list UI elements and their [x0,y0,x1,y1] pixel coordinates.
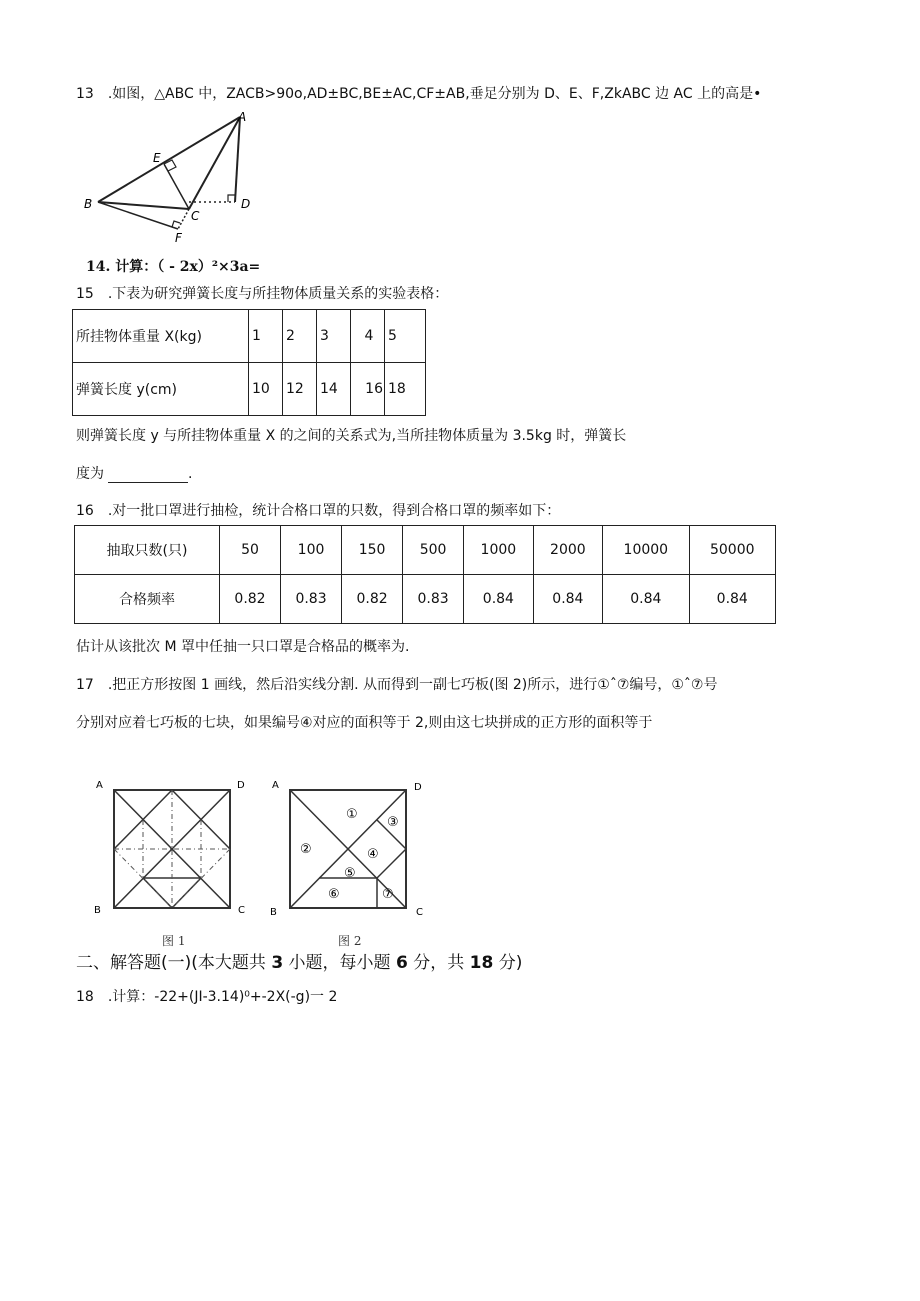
question-text: .如图，△ABC 中，ZACB>90o,AD±BC,BE±AC,CF±AB,垂足分别为 D、E、F,ZkABC 边 AC 上的高是• [107,86,762,102]
table-cell: 14 [317,363,351,416]
vertex-label: C [191,209,200,223]
question-number: 18 [76,989,94,1005]
tangram-figure-2 [266,778,436,948]
table-cell: 0.84 [533,575,603,624]
answer-blank[interactable] [108,468,188,483]
question-number: 17 [76,677,94,693]
section-heading: 二、解答题(一)(本大题共 3 小题，每小题 6 分，共 18 分) [76,953,523,973]
piece-label-3: ③ [387,815,399,830]
corner-label: D [237,780,245,791]
corner-label: D [414,782,422,793]
table-cell: 4 [351,310,385,363]
figure-1-caption: 图 1 [162,934,186,948]
corner-label: A [272,780,279,791]
table-cell: 0.82 [220,575,281,624]
row-label: 所挂物体重量 X(kg) [73,310,249,363]
vertex-label: D [241,197,251,211]
question-15-answer-line: 度为 . [76,466,193,482]
corner-label: C [416,907,423,918]
spring-table [72,309,426,416]
question-18 [76,986,337,1006]
table-cell: 150 [342,526,403,575]
table-cell: 2 [283,310,317,363]
corner-label: A [96,780,103,791]
table-cell: 0.84 [603,575,689,624]
table-cell: 0.83 [281,575,342,624]
piece-label-4: ④ [367,847,379,862]
vertex-label: A [238,110,247,124]
piece-label-6: ⑥ [328,887,340,902]
question-text: 14. 计算：（ - 2x）²×3a= [86,259,261,275]
question-number: 13 [76,86,94,102]
table-row [73,310,426,363]
figure-2-caption: 图 2 [338,934,362,948]
question-text: .下表为研究弹簧长度与所挂物体质量关系的实验表格： [107,286,449,302]
vertex-label: F [175,231,182,245]
table-cell: 5 [385,310,426,363]
triangle-figure [80,108,270,248]
table-cell: 50 [220,526,281,575]
tangram-figure-1 [92,778,262,948]
question-16 [76,500,560,520]
question-16-continuation: 估计从该批次 M 罩中任抽一只口罩是合格品的概率为. [76,639,410,655]
table-cell: 0.84 [464,575,534,624]
piece-label-5: ⑤ [344,866,356,881]
table-cell: 18 [385,363,426,416]
question-17 [76,674,717,694]
frequency-table [74,525,776,624]
piece-label-7: ⑦ [382,887,394,902]
table-cell: 500 [403,526,464,575]
table-cell: 50000 [689,526,775,575]
row-label: 合格频率 [75,575,220,624]
table-cell: 2000 [533,526,603,575]
corner-label: B [94,905,101,916]
table-cell: 1 [249,310,283,363]
row-label: 抽取只数(只) [75,526,220,575]
question-17-line2: 分别对应着七巧板的七块，如果编号④对应的面积等于 2,则由这七块拼成的正方形的面积等于 [76,715,653,731]
corner-label: B [270,907,277,918]
question-14 [86,256,260,276]
table-cell: 1000 [464,526,534,575]
question-15-continuation: 则弹簧长度 y 与所挂物体重量 X 的之间的关系式为,当所挂物体质量为 3.5kg 时，弹簧长 [76,428,627,444]
table-cell: 12 [283,363,317,416]
vertex-label: B [84,197,93,211]
question-number: 15 [76,286,94,302]
table-row [75,526,776,575]
table-cell: 16 [351,363,385,416]
piece-label-1: ① [346,807,358,822]
table-cell: 10 [249,363,283,416]
table-cell: 10000 [603,526,689,575]
question-15 [76,283,448,303]
corner-label: C [238,905,245,916]
piece-label-2: ② [300,842,312,857]
table-cell: 0.82 [342,575,403,624]
table-cell: 0.83 [403,575,464,624]
question-text: .计算：-22+(JI-3.14)⁰+-2X(-g)一 2 [107,989,338,1005]
table-cell: 3 [317,310,351,363]
row-label: 弹簧长度 y(cm) [73,363,249,416]
table-cell: 100 [281,526,342,575]
question-number: 16 [76,503,94,519]
table-row [75,575,776,624]
vertex-label: E [153,151,161,165]
question-text: .对一批口罩进行抽检，统计合格口罩的只数，得到合格口罩的频率如下： [107,503,561,519]
question-13 [76,83,761,103]
table-cell: 0.84 [689,575,775,624]
question-text: .把正方形按图 1 画线，然后沿实线分割. 从而得到一副七巧板(图 2)所示，进行①ˆ⑦编号，①ˆ⑦号 [107,677,718,693]
table-row [73,363,426,416]
